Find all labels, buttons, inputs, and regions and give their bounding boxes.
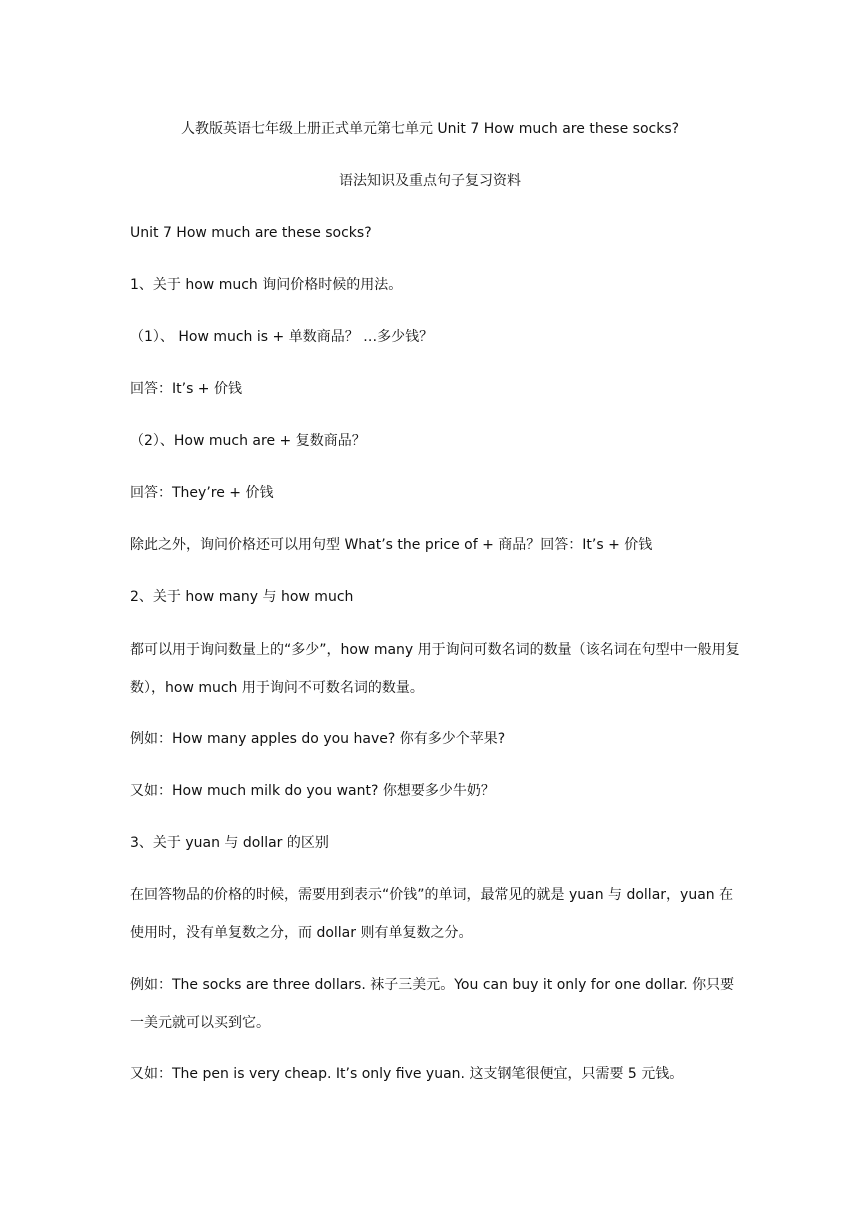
- document-subtitle: 语法知识及重点句子复习资料: [339, 173, 521, 189]
- document-title: 人教版英语七年级上册正式单元第七单元 Unit 7 How much are these socks?: [180, 121, 680, 137]
- section-1-heading: 1、关于 how much 询问价格时候的用法。: [130, 277, 403, 293]
- section-2-heading: 2、关于 how many 与 how much: [130, 589, 354, 605]
- example-how-much: 又如：How much milk do you want? 你想要多少牛奶？: [130, 783, 495, 799]
- rule-2-plural: （2）、How much are + 复数商品？: [130, 433, 366, 449]
- section-3-paragraph: 在回答物品的价格的时候，需要用到表示“价钱”的单词，最常见的就是 yuan 与 dollar，yuan 在使用时，没有单复数之分，而 dollar 则有单复数之分。: [130, 887, 734, 941]
- example-dollars: 例如：The socks are three dollars. 袜子三美元。You can buy it only for one dollar. 你只要一美元就可以买到它。: [130, 977, 735, 1031]
- section-3-heading: 3、关于 yuan 与 dollar 的区别: [130, 835, 329, 851]
- unit-heading: Unit 7 How much are these socks?: [130, 225, 372, 241]
- answer-1-singular: 回答：It’s + 价钱: [130, 381, 242, 397]
- section-2-paragraph: 都可以用于询问数量上的“多少”，how many 用于询问可数名词的数量（该名词在句型中一般用复数），how much 用于询问不可数名词的数量。: [130, 642, 740, 696]
- rule-1-singular: （1）、 How much is + 单数商品？ …多少钱？: [130, 329, 434, 345]
- example-how-many: 例如：How many apples do you have? 你有多少个苹果?: [130, 731, 506, 747]
- alternative-price-question: 除此之外，询问价格还可以用句型 What’s the price of + 商品？回答：It’s + 价钱: [130, 537, 653, 553]
- answer-2-plural: 回答：They’re + 价钱: [130, 485, 274, 501]
- example-yuan: 又如：The pen is very cheap. It’s only five yuan. 这支钢笔很便宜，只需要 5 元钱。: [130, 1066, 684, 1082]
